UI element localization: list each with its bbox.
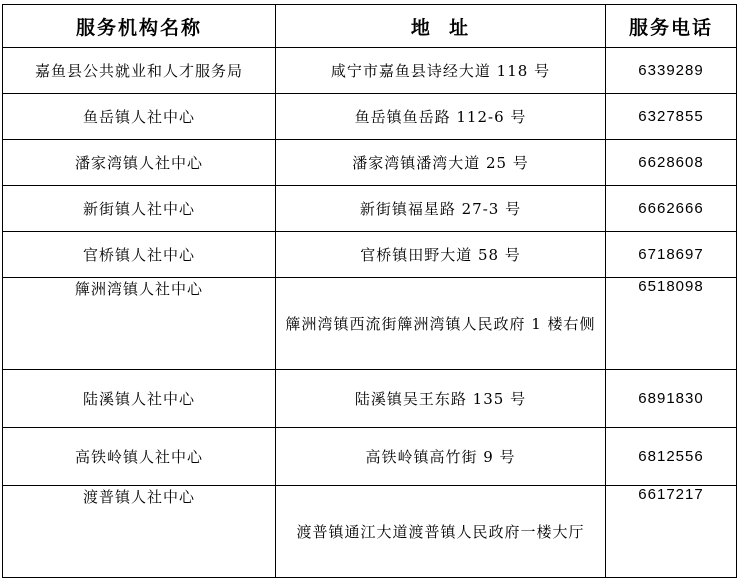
org-phone: 6891830 (606, 370, 737, 428)
org-address: 鱼岳镇鱼岳路 112-6 号 (276, 94, 606, 140)
table-row (3, 370, 737, 428)
org-name: 潘家湾镇人社中心 (3, 140, 276, 186)
header-address: 地 址 (276, 5, 606, 48)
org-phone: 6628608 (606, 140, 737, 186)
org-phone: 6327855 (606, 94, 737, 140)
table-row (3, 186, 737, 232)
org-address: 陆溪镇吴王东路 135 号 (276, 370, 606, 428)
org-name: 簰洲湾镇人社中心 (3, 278, 276, 370)
org-name: 陆溪镇人社中心 (3, 370, 276, 428)
service-table (2, 4, 737, 578)
table-row (3, 428, 737, 486)
org-address: 官桥镇田野大道 58 号 (276, 232, 606, 278)
org-name: 新街镇人社中心 (3, 186, 276, 232)
org-phone: 6718697 (606, 232, 737, 278)
org-address: 咸宁市嘉鱼县诗经大道 118 号 (276, 48, 606, 94)
org-name: 渡普镇人社中心 (3, 486, 276, 578)
table-row (3, 486, 737, 578)
org-phone: 6518098 (606, 278, 737, 370)
header-phone: 服务电话 (606, 5, 737, 48)
header-row (3, 5, 737, 48)
table-row (3, 94, 737, 140)
table-row (3, 232, 737, 278)
org-address: 高铁岭镇高竹街 9 号 (276, 428, 606, 486)
org-phone: 6662666 (606, 186, 737, 232)
org-address: 渡普镇通江大道渡普镇人民政府一楼大厅 (276, 486, 606, 578)
org-name: 官桥镇人社中心 (3, 232, 276, 278)
org-address: 簰洲湾镇西流街簰洲湾镇人民政府 1 楼右侧 (276, 278, 606, 370)
org-phone: 6617217 (606, 486, 737, 578)
org-name: 高铁岭镇人社中心 (3, 428, 276, 486)
org-name: 鱼岳镇人社中心 (3, 94, 276, 140)
org-name: 嘉鱼县公共就业和人才服务局 (3, 48, 276, 94)
table-row (3, 48, 737, 94)
org-address: 新街镇福星路 27-3 号 (276, 186, 606, 232)
table-row (3, 278, 737, 370)
org-phone: 6339289 (606, 48, 737, 94)
org-address: 潘家湾镇潘湾大道 25 号 (276, 140, 606, 186)
table-row (3, 140, 737, 186)
org-phone: 6812556 (606, 428, 737, 486)
header-name: 服务机构名称 (3, 5, 276, 48)
